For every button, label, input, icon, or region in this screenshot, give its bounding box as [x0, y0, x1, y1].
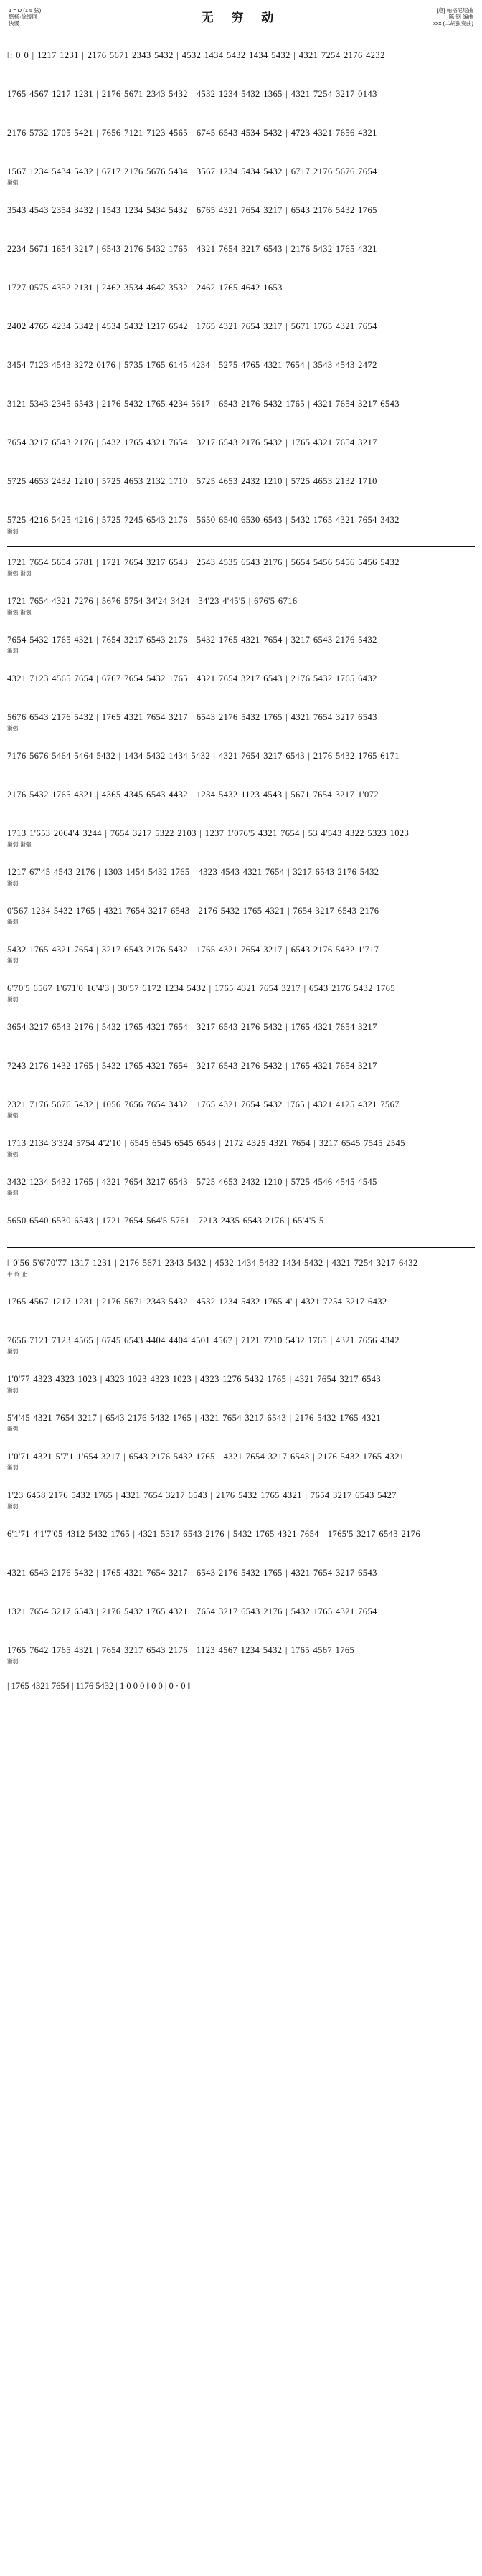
score-header	[7, 4, 475, 40]
line-above-marks	[7, 158, 475, 166]
line-above-marks	[7, 1091, 475, 1099]
line-above-marks	[7, 704, 475, 712]
line-below-marks: 渐强	[7, 1426, 19, 1432]
line-notes: 5725 4216 5425 4216 | 5725 7245 6543 2176 | 5650 6540 6530 6543 | 5432 1765 4321 7654 3432	[7, 515, 400, 525]
composer-original: [意] 帕格尼尼曲	[436, 7, 473, 14]
line-notes: 1217 67'45 4543 2176 | 1303 1454 5432 1765 | 4323 4543 4321 7654 | 3217 6543 2176 5432	[7, 867, 379, 877]
line-above-marks	[7, 742, 475, 751]
line-below-marks: 渐弱	[7, 1348, 19, 1355]
line-notes: 1721 7654 5654 5781 | 1721 7654 3217 6543 | 2543 4535 6543 2176 | 5654 5456 5456 5456 5432	[7, 557, 400, 567]
line-above-marks	[7, 1443, 475, 1452]
music-line	[7, 1167, 475, 1206]
line-notes: 3121 5343 2345 6543 | 2176 5432 1765 4234 5617 | 6543 2176 5432 1765 | 4321 7654 3217 6543	[7, 399, 400, 409]
line-below-marks: 渐弱	[7, 1387, 19, 1393]
line-notes: 5725 4653 2432 1210 | 5725 4653 2132 1710 | 5725 4653 2432 1210 | 5725 4653 2132 1710	[7, 476, 377, 486]
line-above-marks	[7, 313, 475, 321]
line-below-marks	[7, 1619, 475, 1627]
music-line	[7, 780, 475, 818]
line-below-marks	[7, 488, 475, 497]
final-measure-notes: | 1765 4321 7654 | 1176 5432 | 1 0 0 0 ‖ 0 0 | 0 · 0 ‖	[7, 1681, 191, 1691]
line-above-marks	[7, 975, 475, 983]
music-line	[7, 1635, 475, 1674]
music-line	[7, 1051, 475, 1089]
line-below-marks: 渐弱	[7, 648, 19, 654]
line-above-marks	[7, 1013, 475, 1022]
line-below-marks: 半 终 止	[7, 1271, 28, 1277]
line-above-marks	[7, 781, 475, 790]
page-title: 无 穷 动	[201, 11, 281, 24]
line-above-marks	[7, 1327, 475, 1335]
line-notes: 7656 7121 7123 4565 | 6745 6543 4404 4404 4501 4567 | 7121 7210 5432 1765 | 4321 7656 4342	[7, 1335, 400, 1345]
line-above-marks	[7, 1249, 475, 1258]
music-line	[7, 1596, 475, 1635]
composer-arranger: 陈 钢 编曲	[448, 14, 473, 20]
line-below-marks	[7, 140, 475, 148]
line-notes: 7176 5676 5464 5464 5432 | 1434 5432 1434 5432 | 4321 7654 3217 6543 | 2176 5432 1765 6171	[7, 751, 400, 761]
music-line	[7, 1364, 475, 1403]
line-below-marks	[7, 372, 475, 381]
line-above-marks	[7, 858, 475, 867]
line-notes: 3654 3217 6543 2176 | 5432 1765 4321 7654 | 3217 6543 2176 5432 | 1765 4321 7654 3217	[7, 1022, 377, 1032]
line-below-marks	[7, 1541, 475, 1550]
line-notes: 2402 4765 4234 5342 | 4534 5432 1217 6542 | 1765 4321 7654 3217 | 5671 1765 4321 7654	[7, 321, 377, 331]
line-below-marks: 渐弱	[7, 957, 19, 964]
music-line	[7, 702, 475, 741]
line-below-marks: 渐弱	[7, 919, 19, 925]
line-notes: 3543 4543 2354 3432 | 1543 1234 5434 5432 | 6765 4321 7654 3217 | 6543 2176 5432 1765	[7, 205, 377, 215]
line-below-marks: 渐弱	[7, 880, 19, 886]
line-notes: 1765 4567 1217 1231 | 2176 5671 2343 5432 | 4532 1234 5432 1365 | 4321 7254 3217 0143	[7, 89, 377, 99]
line-above-marks	[7, 626, 475, 635]
line-above-marks	[7, 1520, 475, 1529]
line-above-marks	[7, 897, 475, 906]
line-notes: 1765 7642 1765 4321 | 7654 3217 6543 2176 | 1123 4567 1234 5432 | 1765 4567 1765	[7, 1645, 355, 1655]
music-line	[7, 1287, 475, 1325]
line-below-marks: 渐强	[7, 1112, 19, 1119]
line-below-marks	[7, 101, 475, 110]
line-above-marks	[7, 1130, 475, 1138]
line-above-marks	[7, 235, 475, 244]
music-line	[7, 1325, 475, 1364]
music-line	[7, 741, 475, 780]
line-notes: 1'0'71 4321 5'7'1 1'654 3217 | 6543 2176 5432 1765 | 4321 7654 3217 6543 | 2176 5432 1765 4321	[7, 1452, 405, 1462]
line-notes: 1765 4567 1217 1231 | 2176 5671 2343 5432 | 4532 1234 5432 1765 4' | 4321 7254 3217 6432	[7, 1297, 387, 1307]
music-line	[7, 195, 475, 234]
line-above-marks	[7, 665, 475, 673]
line-below-marks	[7, 686, 475, 694]
line-below-marks: 渐强	[7, 1151, 19, 1157]
line-below-marks: 渐强	[7, 725, 19, 731]
line-above-marks	[7, 1288, 475, 1297]
line-notes: ‖ 0'56 5'6'70'77 1317 1231 | 2176 5671 2343 5432 | 4532 1434 5432 1434 5432 | 4321 7254 3217 6432	[7, 1258, 418, 1268]
music-line	[7, 818, 475, 857]
music-line	[7, 547, 475, 586]
line-notes: 0'567 1234 5432 1765 | 4321 7654 3217 6543 | 2176 5432 1765 4321 | 7654 3217 6543 2176	[7, 906, 379, 916]
music-line	[7, 973, 475, 1012]
music-line	[7, 586, 475, 625]
line-below-marks	[7, 802, 475, 810]
music-line	[7, 79, 475, 118]
line-notes: 1721 7654 4321 7276 | 5676 5754 34'24 3424 | 34'23 4'45'5 | 676'5 6716	[7, 596, 298, 606]
music-line	[7, 505, 475, 544]
music-line	[7, 273, 475, 311]
line-above-marks	[7, 1207, 475, 1216]
line-above-marks	[7, 1637, 475, 1645]
line-notes: 4321 7123 4565 7654 | 6767 7654 5432 1765 | 4321 7654 3217 6543 | 2176 5432 1765 6432	[7, 673, 377, 683]
line-notes: 2321 7176 5676 5432 | 1056 7656 7654 3432 | 1765 4321 7654 5432 1765 | 4321 4125 4321 7567	[7, 1099, 400, 1109]
line-above-marks	[7, 390, 475, 399]
line-notes: 4321 6543 2176 5432 | 1765 4321 7654 3217 | 6543 2176 5432 1765 | 4321 7654 3217 6543	[7, 1568, 377, 1578]
line-notes: 7243 2176 1432 1765 | 5432 1765 4321 7654 | 3217 6543 2176 5432 | 1765 4321 7654 3217	[7, 1061, 377, 1071]
line-notes: 1'23 6458 2176 5432 1765 | 4321 7654 3217 6543 | 2176 5432 1765 4321 | 7654 3217 6543 5427	[7, 1490, 397, 1500]
line-above-marks	[7, 549, 475, 557]
line-below-marks	[7, 1580, 475, 1588]
line-notes: 5'4'45 4321 7654 3217 | 6543 2176 5432 1765 | 4321 7654 3217 6543 | 2176 5432 1765 4321	[7, 1413, 382, 1423]
line-above-marks	[7, 1365, 475, 1374]
line-notes: 6'1'71 4'1'7'05 4312 5432 1765 | 4321 5317 6543 2176 | 5432 1765 4321 7654 | 1765'5 3217 6543 2176	[7, 1529, 421, 1539]
line-above-marks	[7, 1598, 475, 1606]
line-below-marks: 渐弱	[7, 1190, 19, 1196]
line-below-marks	[7, 217, 475, 226]
line-notes: 5432 1765 4321 7654 | 3217 6543 2176 5432 | 1765 4321 7654 3217 | 6543 2176 5432 1'717	[7, 944, 379, 955]
line-below-marks: 渐弱	[7, 996, 19, 1003]
line-below-marks: 渐弱	[7, 1658, 19, 1665]
line-above-marks	[7, 587, 475, 596]
line-notes: 1567 1234 5434 5432 | 6717 2176 5676 5434 | 3567 1234 5434 5432 | 6717 2176 5676 7654	[7, 166, 377, 176]
line-below-marks	[7, 450, 475, 458]
line-below-marks	[7, 62, 475, 71]
music-line	[7, 1128, 475, 1167]
line-above-marks	[7, 1482, 475, 1490]
music-line	[7, 234, 475, 273]
line-above-marks	[7, 1559, 475, 1568]
line-above-marks	[7, 196, 475, 205]
line-above-marks	[7, 468, 475, 476]
line-notes: 1321 7654 3217 6543 | 2176 5432 1765 4321 | 7654 3217 6543 2176 | 5432 1765 4321 7654	[7, 1606, 377, 1616]
line-below-marks	[7, 1073, 475, 1081]
line-below-marks: 渐弱	[7, 528, 19, 534]
line-above-marks	[7, 80, 475, 89]
line-notes: 6'70'5 6567 1'671'0 16'4'3 | 30'57 6172 1234 5432 | 1765 4321 7654 3217 | 6543 2176 5432 1765	[7, 983, 395, 993]
line-notes: 3432 1234 5432 1765 | 4321 7654 3217 6543 | 5725 4653 2432 1210 | 5725 4546 4545 4545	[7, 1177, 377, 1187]
line-notes: 1'0'77 4323 4323 1023 | 4323 1023 4323 1023 | 4323 1276 5432 1765 | 4321 7654 3217 6543	[7, 1374, 382, 1384]
line-above-marks	[7, 119, 475, 128]
music-line	[7, 1519, 475, 1558]
line-below-marks	[7, 763, 475, 772]
line-notes: 2234 5671 1654 3217 | 6543 2176 5432 1765 | 4321 7654 3217 6543 | 2176 5432 1765 4321	[7, 244, 377, 254]
line-above-marks	[7, 42, 475, 50]
music-line	[7, 934, 475, 973]
music-line	[7, 466, 475, 505]
line-above-marks	[7, 820, 475, 828]
music-line	[7, 1403, 475, 1441]
line-below-marks	[7, 1309, 475, 1317]
line-below-marks: 渐强 渐强	[7, 609, 32, 615]
music-line	[7, 40, 475, 79]
line-notes: 7654 3217 6543 2176 | 5432 1765 4321 7654 | 3217 6543 2176 5432 | 1765 4321 7654 3217	[7, 437, 377, 448]
line-above-marks	[7, 274, 475, 283]
music-line	[7, 1012, 475, 1051]
line-notes: 2176 5432 1765 4321 | 4365 4345 6543 4432 | 1234 5432 1123 4543 | 5671 7654 3217 1'072	[7, 790, 379, 800]
final-measure-line	[7, 1674, 475, 1703]
music-line	[7, 156, 475, 195]
music-line	[7, 1089, 475, 1128]
music-line	[7, 1441, 475, 1480]
music-line	[7, 1480, 475, 1519]
line-notes: 2176 5732 1705 5421 | 7656 7121 7123 4565 | 6745 6543 4534 5432 | 4723 4321 7656 4321	[7, 128, 377, 138]
line-notes: 1727 0575 4352 2131 | 2462 3534 4642 3532 | 2462 1765 4642 1653	[7, 283, 283, 293]
line-above-marks	[7, 1052, 475, 1061]
music-line	[7, 1206, 475, 1244]
line-below-marks: 渐弱	[7, 1464, 19, 1471]
line-notes: 1713 2134 3'324 5754 4'2'10 | 6545 6545 6545 6543 | 2172 4325 4321 7654 | 3217 6545 7545 2545	[7, 1138, 405, 1148]
line-below-marks	[7, 1034, 475, 1043]
line-below-marks: 渐弱 渐强	[7, 841, 32, 848]
line-above-marks	[7, 506, 475, 515]
line-above-marks	[7, 1404, 475, 1413]
line-above-marks	[7, 429, 475, 437]
line-below-marks: 渐强	[7, 179, 19, 186]
music-line	[7, 389, 475, 427]
line-below-marks	[7, 295, 475, 303]
music-line	[7, 311, 475, 350]
line-notes: 1713 1'653 2064'4 3244 | 7654 3217 5322 2103 | 1237 1'076'5 4321 7654 | 53 4'543 4322 5323 1023	[7, 828, 410, 838]
music-line	[7, 857, 475, 896]
music-line	[7, 663, 475, 702]
music-line	[7, 1558, 475, 1596]
line-below-marks	[7, 411, 475, 420]
composer-block	[433, 7, 473, 27]
line-above-marks	[7, 351, 475, 360]
line-above-marks	[7, 1168, 475, 1177]
music-line	[7, 118, 475, 156]
music-line	[7, 896, 475, 934]
tempo-marking-1: 悠扬·徐缓同	[9, 14, 37, 20]
line-below-marks	[7, 333, 475, 342]
key-signature: 1 = D (1 5 弦)	[9, 7, 42, 14]
line-below-marks: 渐强 渐弱	[7, 570, 32, 577]
music-staff-container	[7, 40, 475, 1674]
tempo-marking-2: 快慢	[9, 20, 19, 27]
line-below-marks	[7, 256, 475, 265]
line-below-marks	[7, 1228, 475, 1236]
line-notes: 7654 5432 1765 4321 | 7654 3217 6543 2176 | 5432 1765 4321 7654 | 3217 6543 2176 5432	[7, 635, 377, 645]
line-below-marks: 渐弱	[7, 1503, 19, 1510]
music-line	[7, 427, 475, 466]
line-notes: 3454 7123 4543 3272 0176 | 5735 1765 6145 4234 | 5275 4765 4321 7654 | 3543 4543 2472	[7, 360, 377, 370]
music-line	[7, 625, 475, 663]
instrument-note: xxx (二胡独奏曲)	[433, 20, 473, 27]
music-line	[7, 1248, 475, 1287]
line-above-marks	[7, 936, 475, 944]
line-notes: 5650 6540 6530 6543 | 1721 7654 564'5 5761 | 7213 2435 6543 2176 | 65'4'5 5	[7, 1216, 324, 1226]
line-notes: ‖: 0 0 | 1217 1231 | 2176 5671 2343 5432 | 4532 1434 5432 1434 5432 | 4321 7254 2176 4232	[7, 50, 385, 60]
line-notes: 5676 6543 2176 5432 | 1765 4321 7654 3217 | 6543 2176 5432 1765 | 4321 7654 3217 6543	[7, 712, 377, 722]
music-line	[7, 350, 475, 389]
